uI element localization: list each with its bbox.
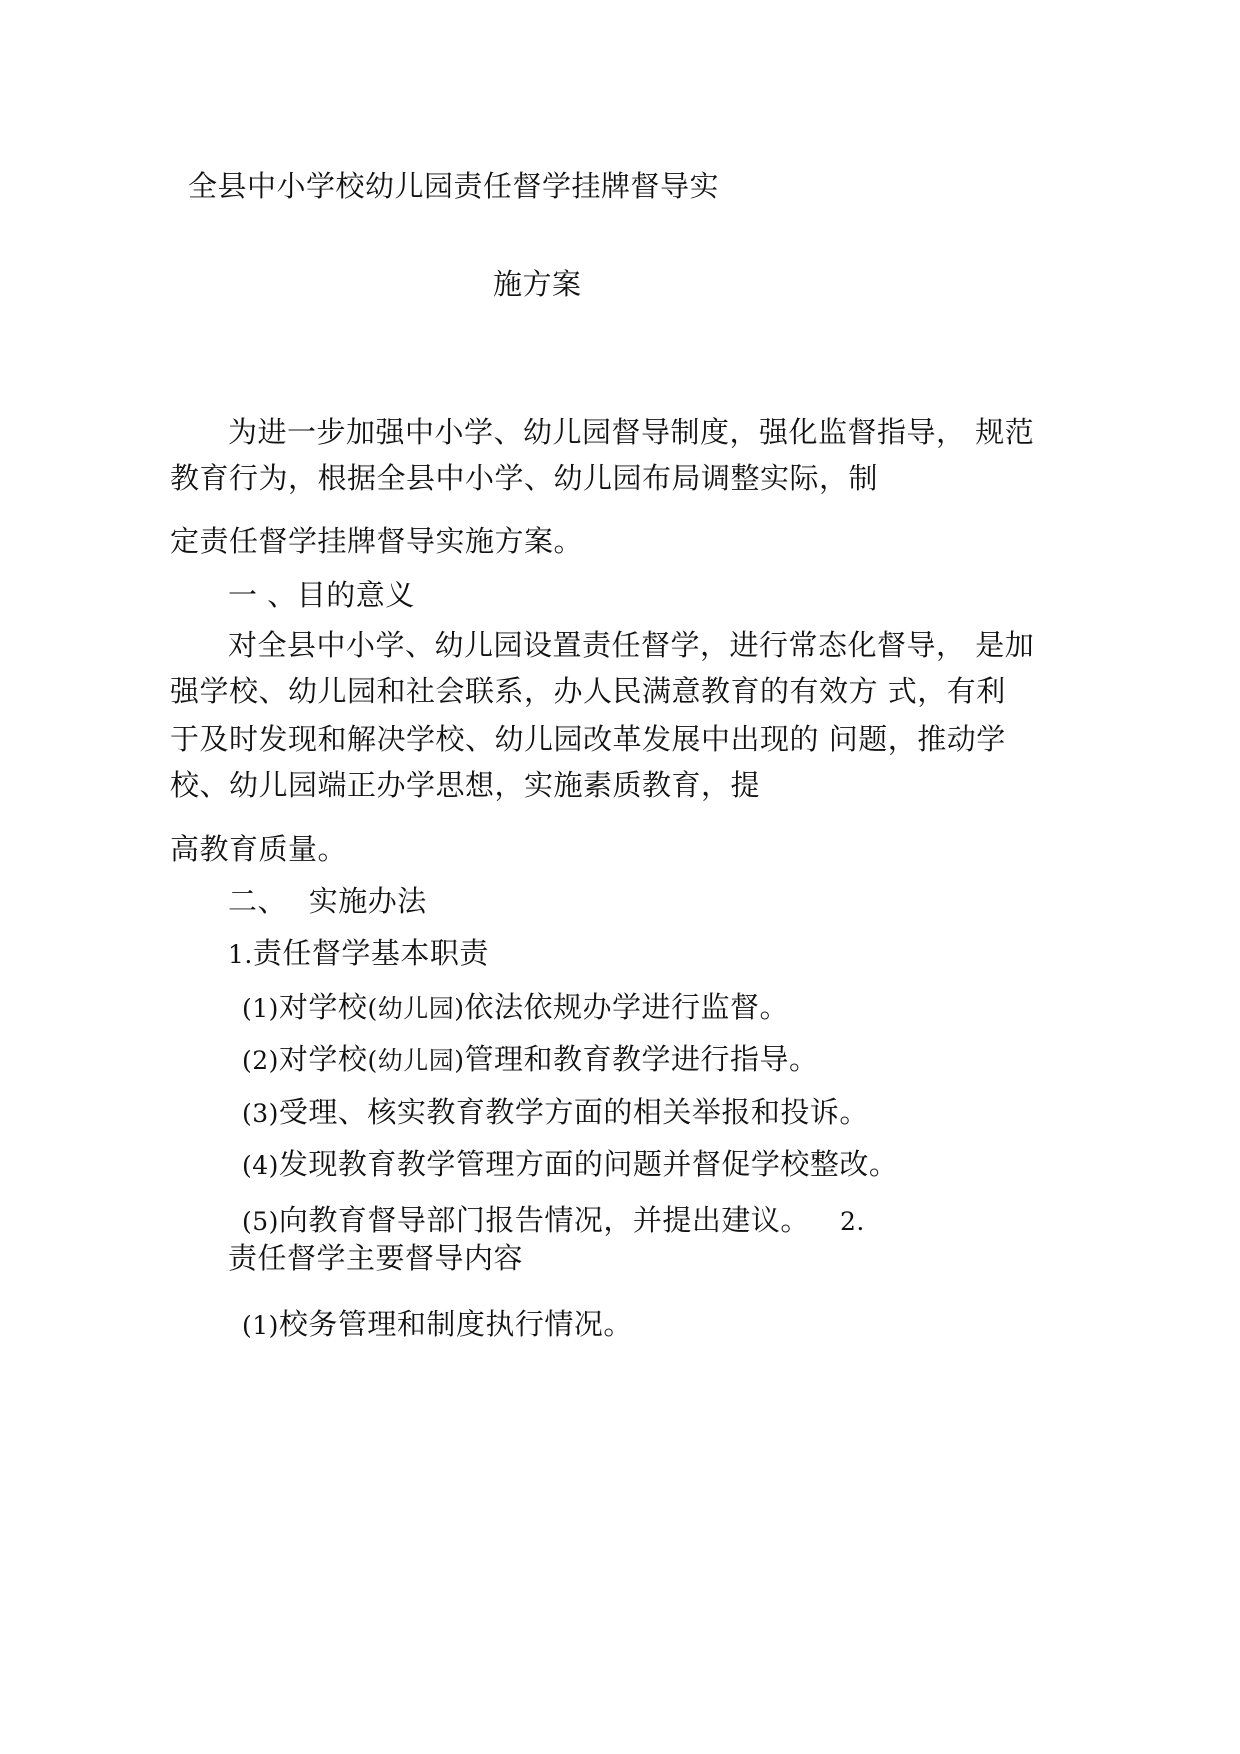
duty-item-2-num: (2)	[242, 1046, 279, 1075]
duty-item-2	[242, 1041, 818, 1079]
intro-line-2: 教育行为，根据全县中小学、幼儿园布局调整实际，制	[170, 461, 879, 495]
section2-heading-num: 二、	[228, 884, 288, 918]
duty-item-4-num: (4)	[242, 1151, 279, 1180]
content-item-1-num: (1)	[242, 1311, 279, 1340]
duty-item-1-rest: 依法依规办学进行监督。	[464, 990, 789, 1024]
duty-item-3-num: (3)	[242, 1099, 279, 1128]
sub2-title: 责任督学主要督导内容	[228, 1241, 524, 1275]
duty-item-1-paren: (幼儿园)	[367, 994, 465, 1023]
duty-item-1-text: 对学校	[278, 990, 368, 1024]
section2-heading-text: 实施办法	[308, 884, 427, 918]
section1-line-5: 高教育质量。	[170, 832, 348, 866]
sub1-heading	[228, 935, 489, 973]
duty-item-4	[242, 1146, 898, 1184]
duty-item-1-num: (1)	[242, 994, 279, 1023]
section2-heading	[228, 883, 427, 919]
duty-item-2-text: 对学校	[278, 1042, 368, 1076]
duty-item-4-text: 发现教育教学管理方面的问题并督促学校整改。	[278, 1147, 899, 1181]
duty-item-3-text: 受理、核实教育教学方面的相关举报和投诉。	[278, 1095, 869, 1129]
section1-line-3: 于及时发现和解决学校、幼儿园改革发展中出现的 问题，推动学	[170, 722, 1006, 756]
duty-item-5-num: (5)	[242, 1207, 279, 1236]
section1-line-1: 对全县中小学、幼儿园设置责任督学，进行常态化督导， 是加	[228, 628, 1035, 662]
sub2-number: 2.	[839, 1207, 865, 1236]
duty-item-3	[242, 1094, 869, 1132]
intro-line-1: 为进一步加强中小学、幼儿园督导制度，强化监督指导， 规范	[228, 415, 1035, 449]
duty-item-2-paren: (幼儿园)	[367, 1046, 465, 1075]
section1-heading: 一 、目的意义	[228, 578, 415, 612]
duty-item-5-text: 向教育督导部门报告情况，并提出建议。	[278, 1203, 810, 1237]
content-item-1-text: 校务管理和制度执行情况。	[278, 1307, 633, 1341]
duty-item-2-rest: 管理和教育教学进行指导。	[464, 1042, 819, 1076]
section1-line-2: 强学校、幼儿园和社会联系，办人民满意教育的有效方 式，有利	[170, 674, 1006, 708]
document-title-line1: 全县中小学校幼儿园责任督学挂牌督导实	[188, 169, 720, 203]
duty-item-1	[242, 989, 789, 1027]
content-item-1	[242, 1306, 633, 1344]
document-title-line2: 施方案	[493, 267, 582, 301]
sub1-title: 责任督学基本职责	[252, 936, 489, 970]
intro-line-3: 定责任督学挂牌督导实施方案。	[170, 524, 584, 558]
section1-line-4: 校、幼儿园端正办学思想，实施素质教育，提	[170, 768, 761, 802]
sub1-number: 1.	[228, 940, 253, 969]
duty-item-5	[242, 1202, 865, 1240]
